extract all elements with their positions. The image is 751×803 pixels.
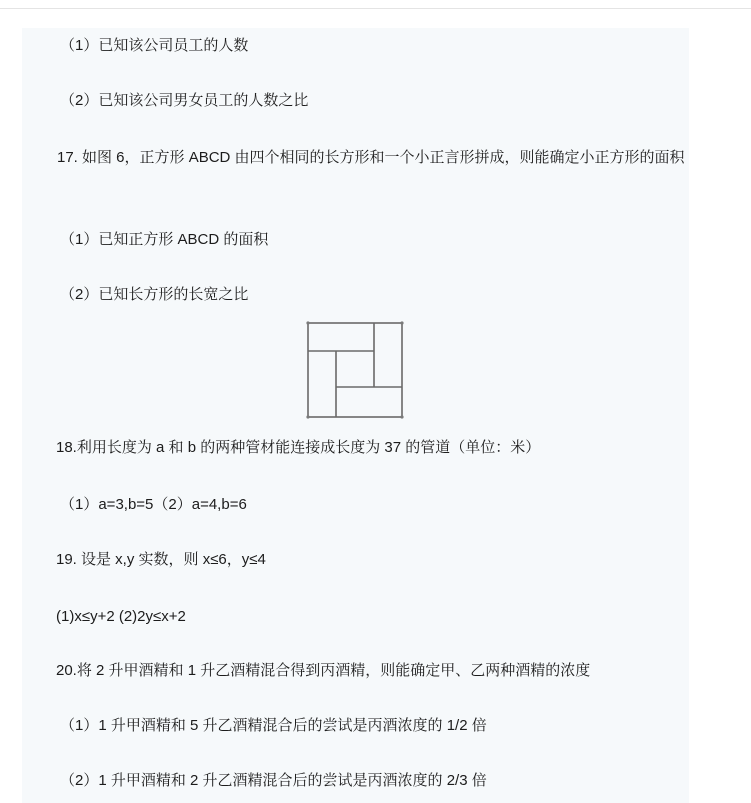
option-18: （1）a=3,b=5（2）a=4,b=6 xyxy=(60,496,247,513)
question-18: 18.利用长度为 a 和 b 的两种管材能连接成长度为 37 的管道（单位：米） xyxy=(56,439,541,456)
top-divider xyxy=(0,8,751,9)
option-17-2: （2）已知长方形的长宽之比 xyxy=(60,286,249,303)
question-17: 17. 如图 6，正方形 ABCD 由四个相同的长方形和一个小正言形拼成，则能确定小正方形的面积 xyxy=(57,149,685,166)
corner-dot-tl xyxy=(306,321,309,324)
corner-dot-bl xyxy=(306,415,309,418)
outer-square xyxy=(308,323,402,417)
square-figure xyxy=(300,317,412,424)
option-19: (1)x≤y+2 (2)2y≤x+2 xyxy=(56,608,186,625)
option-16-1: （1）已知该公司员工的人数 xyxy=(60,37,249,54)
option-16-2: （2）已知该公司男女员工的人数之比 xyxy=(60,92,309,109)
option-20-1: （1）1 升甲酒精和 5 升乙酒精混合后的尝试是丙酒浓度的 1/2 倍 xyxy=(60,717,487,734)
corner-dot-br xyxy=(400,415,403,418)
question-19: 19. 设是 x,y 实数，则 x≤6，y≤4 xyxy=(56,551,266,568)
question-20: 20.将 2 升甲酒精和 1 升乙酒精混合得到丙酒精，则能确定甲、乙两种酒精的浓度 xyxy=(56,662,591,679)
option-17-1: （1）已知正方形 ABCD 的面积 xyxy=(60,231,269,248)
corner-dot-tr xyxy=(400,321,403,324)
option-20-2: （2）1 升甲酒精和 2 升乙酒精混合后的尝试是丙酒浓度的 2/3 倍 xyxy=(60,772,487,789)
